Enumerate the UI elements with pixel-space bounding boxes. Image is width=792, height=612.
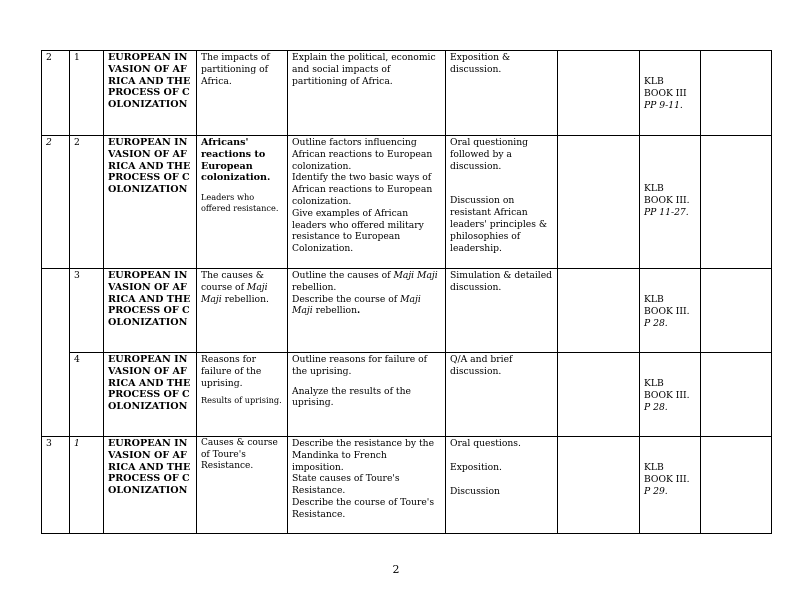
table-row [42, 51, 772, 136]
activities-cell [446, 136, 558, 269]
reference-book: BOOK III. [644, 194, 690, 206]
topic-cell: EUROPEAN INVASION OF AFRICA AND THE PROCESS OF COLONIZATION [104, 437, 197, 534]
lesson-cell: 1 [70, 51, 104, 136]
reference-publisher: KLB [644, 462, 664, 473]
topic-cell: EUROPEAN INVASION OF AFRICA AND THE PROCESS OF COLONIZATION [104, 353, 197, 437]
references-cell [640, 136, 701, 269]
reference-pages: PP 9-11. [644, 99, 683, 111]
objective-3: Describe the course of Toure's Resistance. [292, 496, 435, 520]
week-cell: 3 [42, 437, 70, 534]
subtopic-cell [197, 136, 288, 269]
activity-3: Discussion [450, 485, 500, 497]
references-cell [640, 437, 701, 534]
topic-cell: EUROPEAN INVASION OF AFRICA AND THE PROCESS OF COLONIZATION [104, 51, 197, 136]
reference-pages: PP 11-27. [644, 206, 689, 218]
subtopic-cell: The impacts of partitioning of Africa. [197, 51, 288, 136]
subtopic-extra: Results of uprising. [201, 395, 282, 406]
resources-cell [558, 136, 640, 269]
reference-publisher: KLB [644, 76, 664, 87]
subtopic-text-c: rebellion. [221, 293, 269, 305]
subtopic-text-b: Maji Maji [201, 281, 268, 305]
objective-1: Outline reasons for failure of the uprising. [292, 354, 427, 377]
table-row [42, 269, 772, 353]
resources-cell [558, 353, 640, 437]
remarks-cell [701, 136, 772, 269]
objective-3: Give examples of African leaders who offered military resistance to European Colonization. [292, 207, 424, 255]
objective-1: Outline the causes of Maji Maji rebellion. [292, 270, 438, 293]
remarks-cell [701, 269, 772, 353]
subtopic-title: Africans' reactions to European colonization. [201, 137, 271, 184]
resources-cell [558, 51, 640, 136]
resources-cell [558, 269, 640, 353]
objectives-cell [288, 269, 446, 353]
reference-book: BOOK III. [644, 473, 690, 485]
page-number: 2 [392, 563, 400, 576]
lesson-cell: 2 [70, 136, 104, 269]
activities-cell: Simulation & detailed discussion. [446, 269, 558, 353]
activities-cell [446, 437, 558, 534]
objectives-cell [288, 437, 446, 534]
objectives-cell [288, 136, 446, 269]
activity-2: Discussion on resistant African leaders' principles & philosophies of leadership. [450, 195, 548, 254]
reference-book: BOOK III. [644, 305, 690, 317]
activity-1: Oral questions. [450, 438, 521, 449]
subtopic-cell: Causes & course of Toure's Resistance. [197, 437, 288, 534]
references-cell [640, 353, 701, 437]
reference-publisher: KLB [644, 183, 664, 194]
subtopic-cell [197, 353, 288, 437]
table-row [42, 136, 772, 269]
lesson-cell: 3 [70, 269, 104, 353]
objectives-cell [288, 353, 446, 437]
subtopic-cell [197, 269, 288, 353]
reference-publisher: KLB [644, 294, 664, 305]
objective-2: Describe the course of Maji Maji rebellion. [292, 293, 421, 317]
references-cell [640, 269, 701, 353]
references-cell [640, 51, 701, 136]
activity-2: Exposition. [450, 461, 502, 473]
week-cell [42, 269, 70, 437]
subtopic-title: Reasons for failure of the uprising. [201, 354, 262, 389]
reference-pages: P 29. [644, 485, 668, 497]
topic-cell: EUROPEAN INVASION OF AFRICA AND THE PROCESS OF COLONIZATION [104, 136, 197, 269]
objectives-cell: Explain the political, economic and social impacts of partitioning of Africa. [288, 51, 446, 136]
table-row [42, 353, 772, 437]
objective-1: Describe the resistance by the Mandinka to French imposition. [292, 438, 435, 473]
objective-1: Outline factors influencing African reactions to European colonization. [292, 137, 433, 172]
objective-2: Analyze the results of the uprising. [292, 385, 411, 409]
week-cell: 2 [42, 51, 70, 136]
objective-2: State causes of Toure's Resistance. [292, 473, 400, 497]
reference-book: BOOK III [644, 87, 687, 99]
activities-cell: Q/A and brief discussion. [446, 353, 558, 437]
reference-book: BOOK III. [644, 389, 690, 401]
remarks-cell [701, 353, 772, 437]
remarks-cell [701, 437, 772, 534]
subtopic-extra: Leaders who offered resistance. [201, 192, 279, 213]
reference-publisher: KLB [644, 378, 664, 389]
table-row [42, 437, 772, 534]
lesson-cell: 4 [70, 353, 104, 437]
topic-cell: EUROPEAN INVASION OF AFRICA AND THE PROCESS OF COLONIZATION [104, 269, 197, 353]
reference-pages: P 28. [644, 401, 668, 413]
objective-2: Identify the two basic ways of African reactions to European colonization. [292, 172, 433, 207]
activity-1: Oral questioning followed by a discussion. [450, 137, 529, 172]
remarks-cell [701, 51, 772, 136]
activities-cell: Exposition & discussion. [446, 51, 558, 136]
resources-cell [558, 437, 640, 534]
lesson-cell: 1 [70, 437, 104, 534]
week-cell: 2 [42, 136, 70, 269]
scheme-of-work-table [41, 50, 772, 534]
reference-pages: P 28. [644, 317, 668, 329]
subtopic-text-a: The causes & course of [201, 270, 264, 293]
